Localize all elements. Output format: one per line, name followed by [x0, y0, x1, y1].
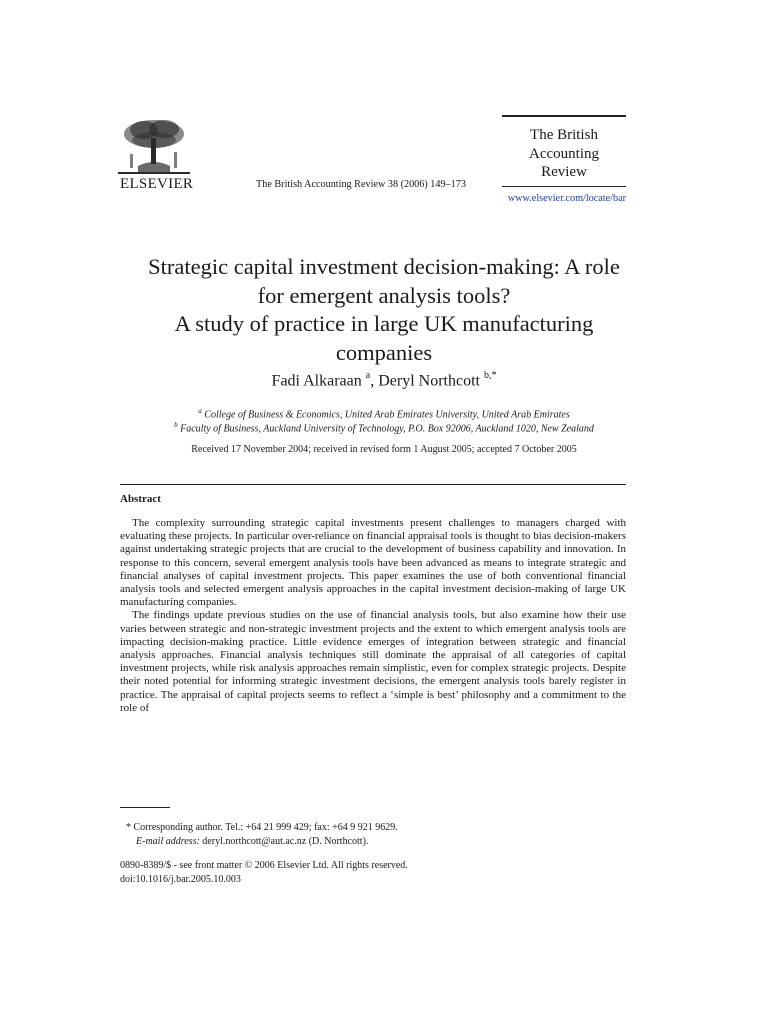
- received-dates: Received 17 November 2004; received in revised form 1 August 2005; accepted 7 October 2005: [191, 444, 577, 455]
- affiliation-a: [90, 407, 678, 420]
- corresponding-author-footnote: * Corresponding author. Tel.: +64 21 999 429; fax: +64 9 921 9629.: [126, 822, 398, 833]
- footnote-rule: [120, 807, 170, 808]
- author-affiliation-marker: b,*: [483, 370, 497, 381]
- journal-name: [502, 126, 626, 182]
- abstract-top-rule: [120, 484, 626, 485]
- author-name: Deryl Northcott: [378, 372, 480, 390]
- affiliation-marker: a: [198, 407, 202, 415]
- affiliation-text: Faculty of Business, Auckland University of Technology, P.O. Box 92006, Auckland 1020, New Zealand: [180, 423, 594, 435]
- masthead-top-rule: [502, 115, 626, 117]
- author-list: [90, 371, 678, 390]
- abstract-paragraph: The complexity surrounding strategic capital investments present challenges to managers charged with evaluating these projects. In particular over-reliance on financial appraisal tools is thought to bias decision-makers against undertaking strategic projects that are crucial to the development of business capability and innovation. In response to this concern, several emergent analysis tools have been advanced as means to integrate strategic and financial analyses of capital investment projects. This paper examines the use of both conventional financial analysis tools and selected emergent analysis approaches in the capital investment decision-making of large UK manufacturing companies.: [120, 517, 626, 609]
- journal-name-line: The British: [530, 127, 598, 143]
- journal-masthead: [502, 115, 626, 187]
- affiliation-b: [90, 421, 678, 434]
- email-footnote: [136, 836, 368, 847]
- publisher-name: ELSEVIER: [120, 176, 194, 192]
- title-line: Strategic capital investment decision-making: A role: [148, 254, 620, 279]
- author-separator: ,: [370, 372, 379, 390]
- title-line: companies: [335, 339, 433, 365]
- abstract-body: [120, 517, 626, 715]
- journal-citation: The British Accounting Review 38 (2006) 149–173: [256, 179, 466, 190]
- affiliation-text: College of Business & Economics, United Arab Emirates University, United Arab Emirates: [204, 409, 570, 421]
- title-line: for emergent analysis tools?: [257, 282, 511, 308]
- email-address[interactable]: deryl.northcott@aut.ac.nz (D. Northcott).: [199, 836, 369, 847]
- journal-url-link[interactable]: www.elsevier.com/locate/bar: [507, 193, 626, 204]
- email-label: E-mail address:: [136, 836, 200, 847]
- doi[interactable]: doi:10.1016/j.bar.2005.10.003: [120, 874, 241, 885]
- abstract-heading: Abstract: [120, 493, 161, 505]
- title-line: A study of practice in large UK manufacturing: [174, 311, 594, 336]
- journal-name-line: Review: [541, 164, 587, 180]
- article-title: [90, 253, 678, 367]
- affiliation-marker: b: [174, 421, 178, 429]
- journal-name-line: Accounting: [529, 145, 599, 162]
- abstract-paragraph: The findings update previous studies on the use of financial analysis tools, but also examine how their use varies between strategic and non-strategic investment projects and the extent to which emergent analysis tools are impacting decision-making practice. Little evidence emerges of integration between strategic and financial analysis approaches. Financial analysis techniques still dominate the appraisal of all categories of capital investment projects, while risk analysis approaches remain simplistic, even for complex strategic projects. Despite their noted potential for informing strategic investment decisions, the emergent analysis tools barely register in practice. The appraisal of capital projects seems to reflect a ‘simple is best’ philosophy and a commitment to the role of: [120, 609, 626, 714]
- copyright-notice: 0890-8389/$ - see front matter © 2006 Elsevier Ltd. All rights reserved.: [120, 860, 408, 871]
- author-affiliation-marker: a: [365, 370, 371, 381]
- elsevier-tree-logo: [118, 116, 190, 174]
- author-name: Fadi Alkaraan: [271, 372, 362, 390]
- masthead-bottom-rule: [502, 186, 626, 187]
